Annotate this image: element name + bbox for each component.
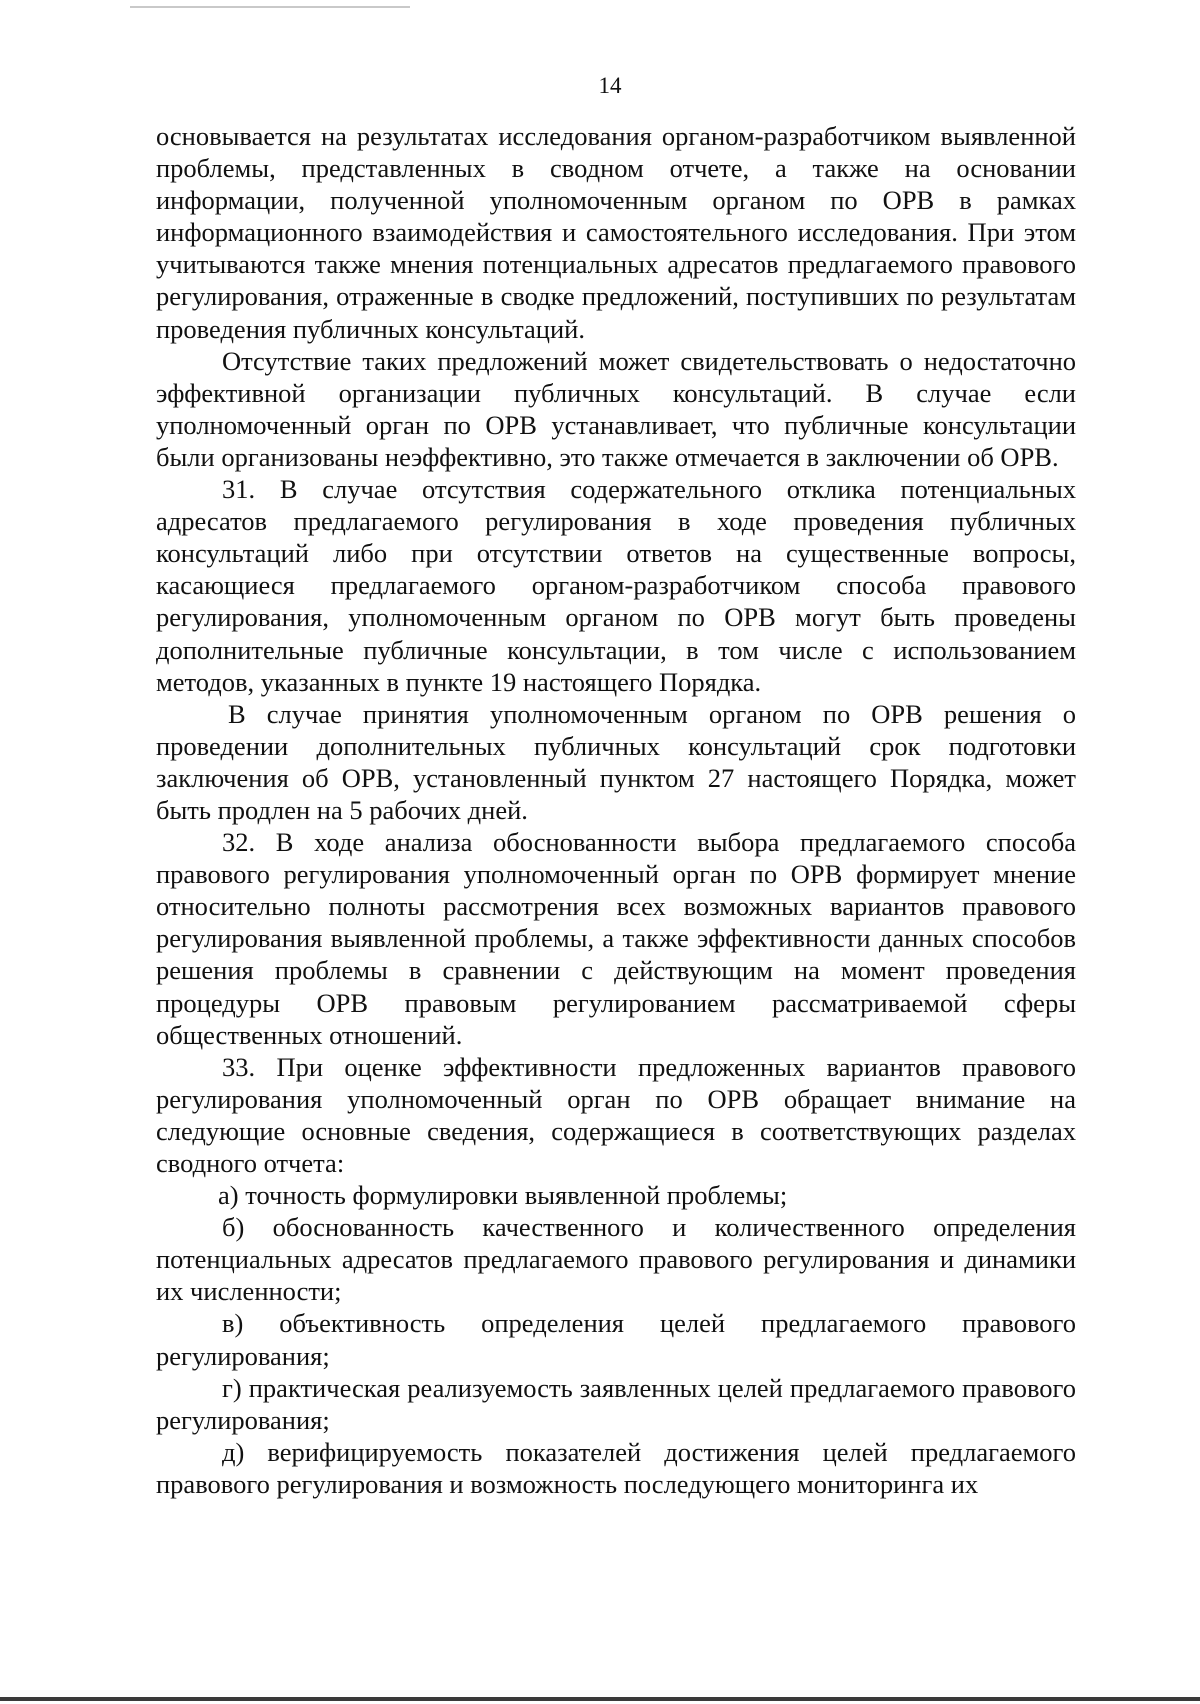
paragraph-6: 33. При оценке эффективности предложенных вариантов правового регулирования уполномоченный орган по ОРВ обращает внимание на следующие основные сведения, содержащиеся в соответствующих разделах сводного отчета: bbox=[156, 1051, 1076, 1178]
scan-edge-top bbox=[130, 6, 410, 8]
list-item-b: б) обоснованность качественного и количественного определения потенциальных адресатов предлагаемого правового регулирования и динамики их численности; bbox=[156, 1212, 1076, 1307]
list-item-d: г) практическая реализуемость заявленных целей предлагаемого правового регулирования; bbox=[156, 1372, 1076, 1435]
paragraph-1: основывается на результатах исследования органом-разработчиком выявленной проблемы, представленных в сводном отчете, а также на основании информации, полученной уполномоченным органом по ОРВ в рамках информационного взаимодействия и самостоятельного исследования. При этом учитываются также мнения потенциальных адресатов предлагаемого правового регулирования, отраженные в сводке предложений, поступивших по результатам проведения публичных консультаций. bbox=[156, 121, 1076, 344]
scan-edge-bottom bbox=[0, 1697, 1200, 1701]
list-item-c: в) объективность определения целей предлагаемого правового регулирования; bbox=[156, 1308, 1076, 1371]
page-number: 14 bbox=[598, 73, 622, 98]
list-item-e: д) верифицируемость показателей достижения целей предлагаемого правового регулирования и возможность последующего мониторинга их bbox=[156, 1436, 1076, 1499]
paragraph-5: 32. В ходе анализа обоснованности выбора предлагаемого способа правового регулирования уполномоченный орган по ОРВ формирует мнение относительно полноты рассмотрения всех возможных вариантов правового регулирования выявленной проблемы, а также эффективности данных способов решения проблемы в сравнении с действующим на момент проведения процедуры ОРВ правовым регулированием рассматриваемой сферы общественных отношений. bbox=[156, 827, 1076, 1050]
list-item-a: а) точность формулировки выявленной проблемы; bbox=[218, 1180, 788, 1211]
paragraph-4: В случае принятия уполномоченным органом по ОРВ решения о проведении дополнительных публичных консультаций срок подготовки заключения об ОРВ, установленный пунктом 27 настоящего Порядка, может быть продлен на 5 рабочих дней. bbox=[156, 698, 1076, 825]
paragraph-2: Отсутствие таких предложений может свидетельствовать о недостаточно эффективной организации публичных консультаций. В случае если уполномоченный орган по ОРВ устанавливает, что публичные консультации были организованы неэффективно, это также отмечается в заключении об ОРВ. bbox=[156, 345, 1076, 472]
document-body bbox=[156, 120, 1076, 1500]
paragraph-3: 31. В случае отсутствия содержательного отклика потенциальных адресатов предлагаемого регулирования в ходе проведения публичных консультаций либо при отсутствии ответов на существенные вопросы, касающиеся предлагаемого органом-разработчиком способа правового регулирования, уполномоченным органом по ОРВ могут быть проведены дополнительные публичные консультации, в том числе с использованием методов, указанных в пункте 19 настоящего Порядка. bbox=[156, 474, 1076, 697]
